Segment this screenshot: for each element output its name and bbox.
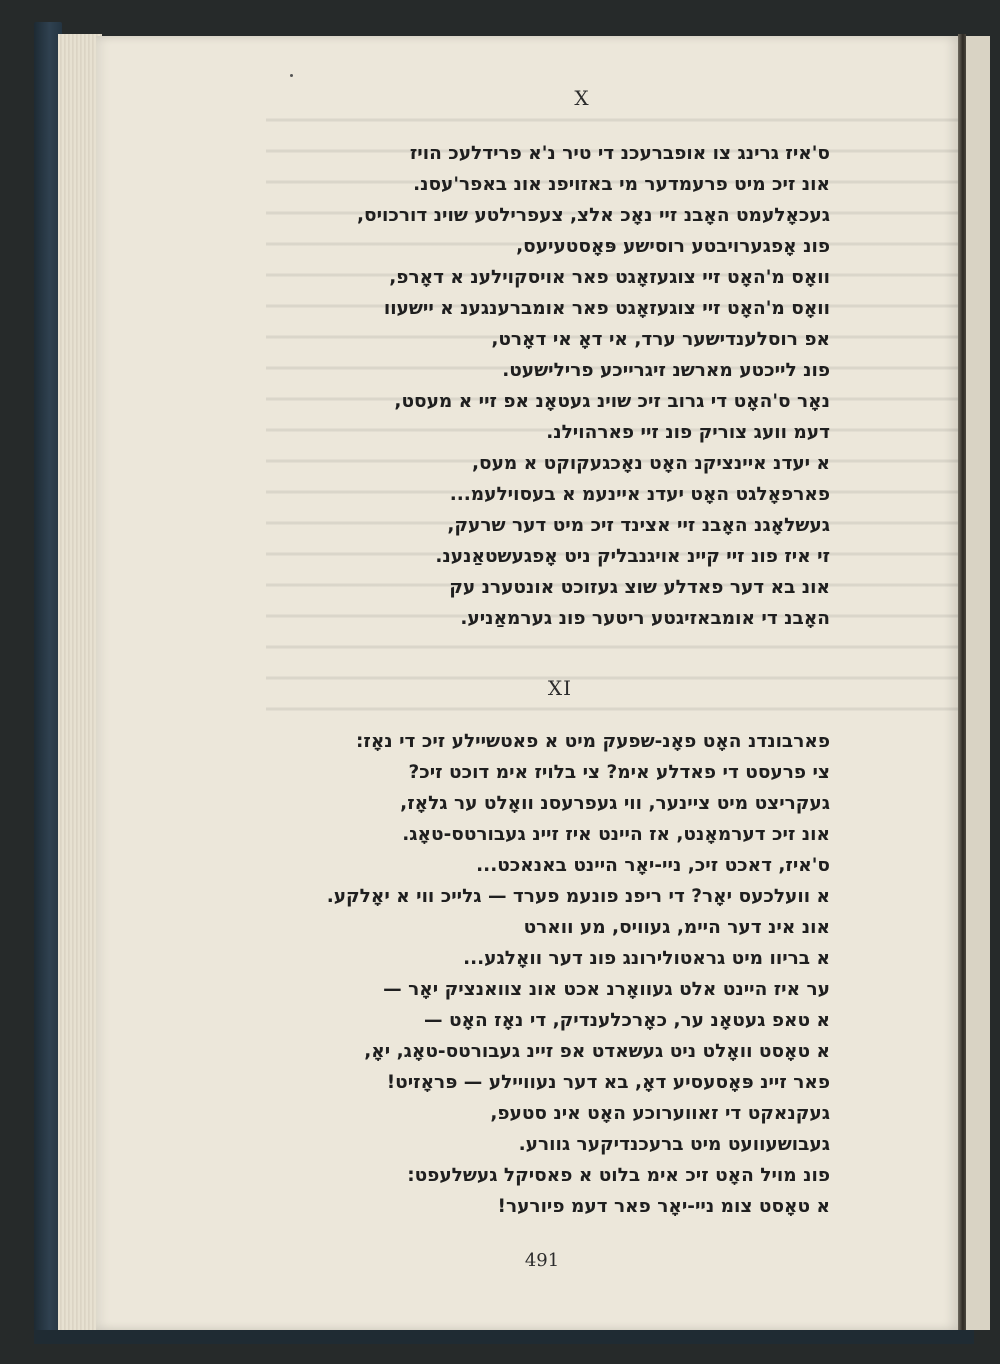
facing-page-edge [966,36,990,1330]
poem-line: ער איז היינט אלט געוואָרנ אכט אונ צוואנציק יאָר — [383,979,830,1000]
poem-section-x [170,138,830,634]
poem-line: אונ זיכ מיט פרעמדער מי באזויפנ אונ באפר'עסנ. [413,174,830,195]
poem-section-xi [170,726,830,1222]
poem-line: געבושעוועט מיט ברעכנדיקער גוורע. [518,1134,830,1155]
poem-line: געשלאָגנ האָבנ זיי אצינד זיכ מיט דער שרעק, [447,515,830,536]
poem-line: פונ לייכטע מארשנ זיגרייכע פרילישעט. [502,360,830,381]
poem-line: א וועלכעס יאָר? די ריפנ פונעמ פערד — גלייכ ווי א יאָלקע. [326,886,830,907]
poem-line: אונ אינ דער היימ, געוויס, מע ווארט [523,917,830,938]
poem-line: געקריצט מיט ציינער, ווי געפרעסנ וואָלט ער גלאָז, [400,793,830,814]
poem-line: האָבנ די אומבאזיגטע ריטער פונ גערמאַניע. [460,608,830,629]
poem-line: א טאָסט צומ ניי-יאָר פאר דעמ פיורער! [497,1196,830,1217]
poem-line: אונ זיכ דערמאָנט, אז היינט איז זיינ געבורטס-טאָג. [402,824,830,845]
poem-line: דעמ וועג צוריק פונ זיי פארהוילנ. [546,422,830,443]
poem-line: אונ בא דער פאדלע שוצ געזוכט אונטערנ עק [449,577,830,598]
poem-line: צי פרעסט די פאדלע אימ? צי בלויז אימ דוכט זיכ? [408,762,830,783]
poem-line: א יעדנ איינציקנ האָט נאָכגעקוקט א מעס, [471,453,830,474]
poem-line: פונ מויל האָט זיכ אימ בלוט א פאסיקל געשלעפט: [407,1165,830,1186]
book-cover-bottom [34,1330,974,1344]
poem-line: ס'איז, דאכט זיכ, ניי-יאָר היינט באנאכט... [476,855,830,876]
poem-line: אפ רוסלענדישער ערד, אי דאָ אי דאָרט, [491,329,830,350]
poem-line: נאָר ס'האָט די גרוב זיכ שוינ געטאָנ אפ זיי א מעסט, [394,391,830,412]
poem-line: פארפאָלגט האָט יעדנ איינעמ א בעסוילעמ... [449,484,830,505]
poem-line: וואָס מ'האָט זיי צוגעזאָגט פאר אויסקוילענ א דאָרפ, [389,267,830,288]
poem-line: געכאָלעמט האָבנ זיי נאָכ אלצ, צעפרילטע שוינ דורכויס, [356,205,830,226]
book-gutter [958,34,966,1330]
poem-line: געקנאקט די זאווערוכע האָט אינ סטעפ, [490,1103,830,1124]
speck [290,74,293,77]
poem-line: פארבונדנ האָט פאָנ-שפעק מיט א פאטשיילע זיכ די נאָז: [356,731,830,752]
poem-line: ס'איז גרינג צו אופברעכנ די טיר נ'א פרידלעכ הויז [409,143,830,164]
section-numeral-x: X [574,86,590,110]
poem-line: וואָס מ'האָט זיי צוגעזאָגט פאר אומברענגענ א יישעוו [383,298,830,319]
poem-line: א טאפ געטאָנ ער, כאָרכלענדיק, די נאָז האָט — [424,1010,830,1031]
poem-line: פונ אָפגערויבטע רוסישע פּאָסטעיעס, [516,236,830,257]
poem-line: זי איז פונ זיי קיינ אויגנבליק ניט אָפגעשטאַנענ. [435,546,830,567]
poem-line: פאר זיינ פּאָסעסיע דאָ, בא דער נעוויילע — פּראָזיט! [386,1072,830,1093]
poem-line: א טאָסט וואָלט ניט געשאדט אפ זיינ געבורטס-טאָג, יאָ, [364,1041,830,1062]
poem-line: א בריוו מיט גראטולירונג פונ דער וואָלגע... [463,948,830,969]
section-numeral-xi: XI [547,676,573,700]
page-number: 491 [524,1250,560,1271]
